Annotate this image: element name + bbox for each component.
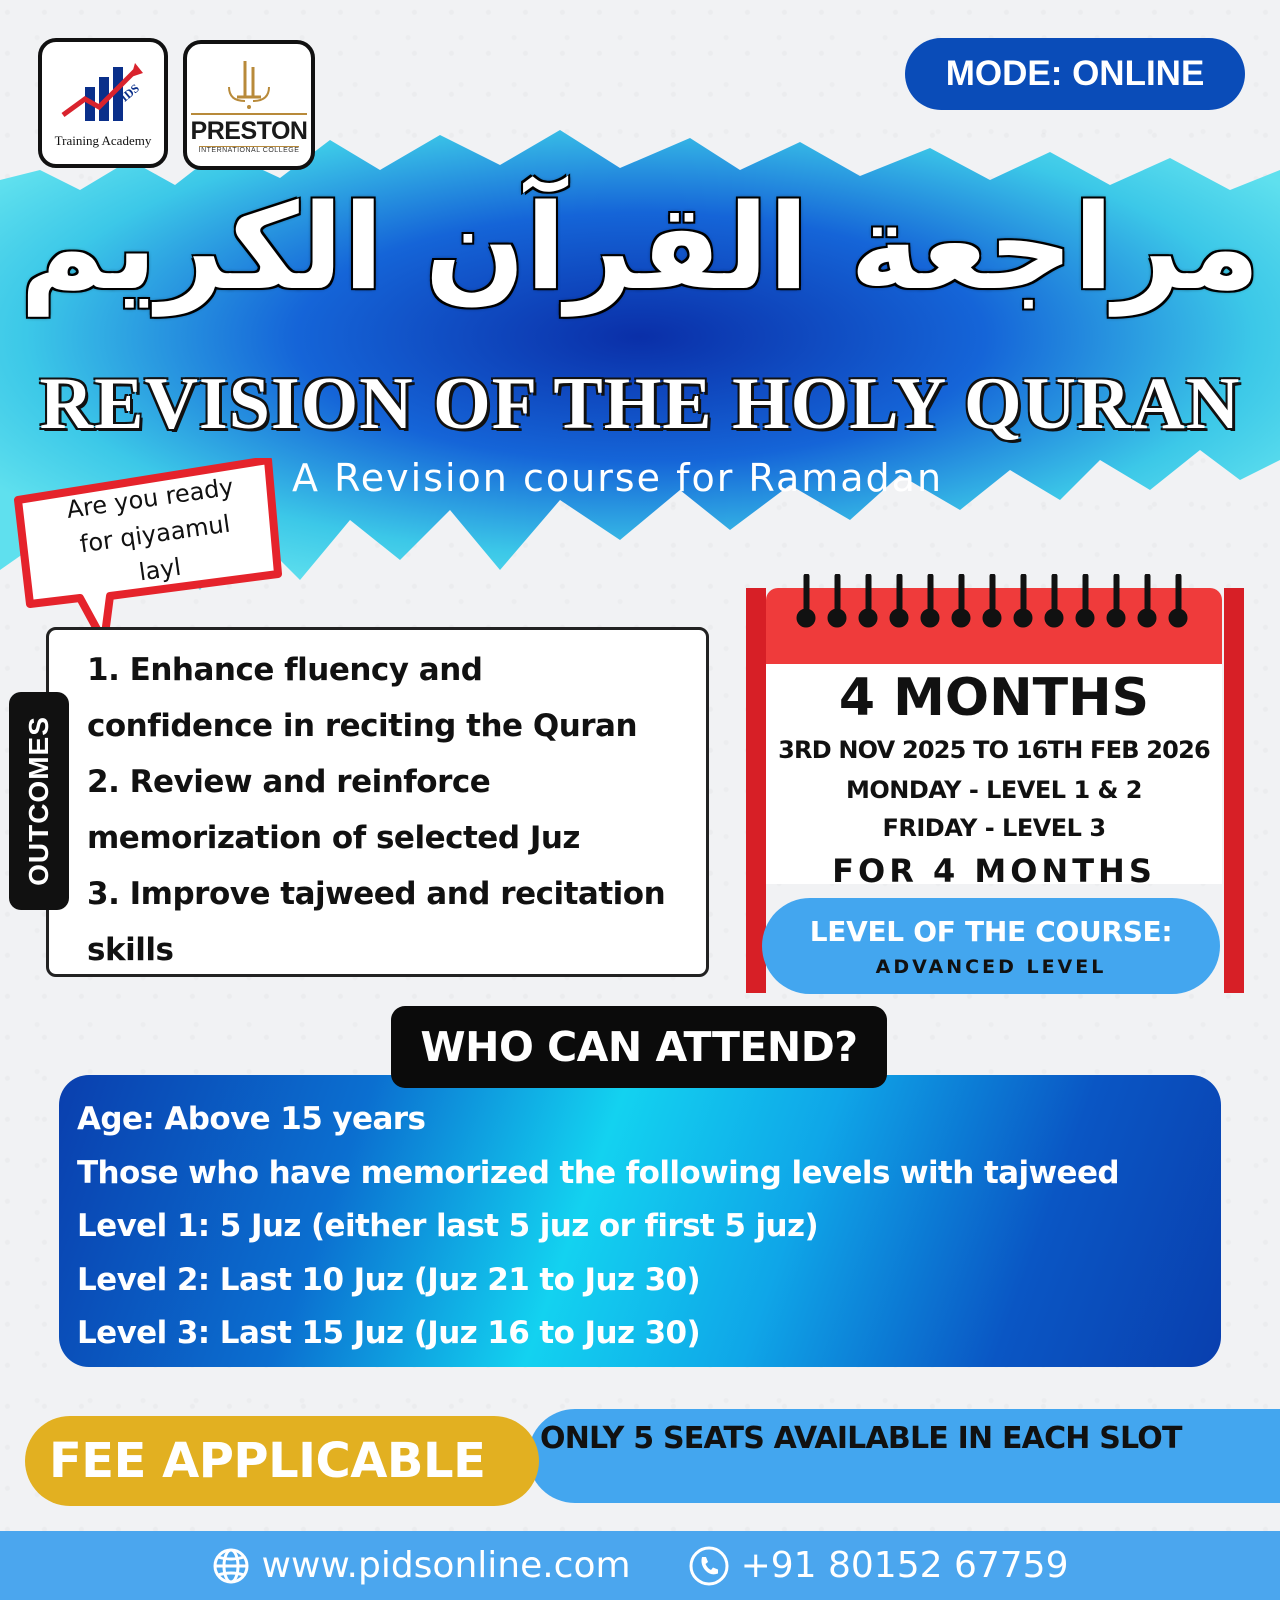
calendar-rings-icon (796, 574, 1192, 630)
website-link[interactable]: www.pidsonline.com (261, 1545, 631, 1586)
pids-logo-mark: PIDS (111, 80, 142, 110)
eligibility-line: Age: Above 15 years (77, 1101, 426, 1137)
course-level-title: LEVEL OF THE COURSE: (809, 914, 1173, 948)
page-title: REVISION OF THE HOLY QURAN (39, 363, 1241, 445)
outcome-line: 1. Enhance fluency and (87, 652, 483, 688)
footer (0, 1531, 1280, 1600)
eligibility-title: WHO CAN ATTEND? (391, 1006, 887, 1088)
eligibility-line: Level 1: 5 Juz (either last 5 juz or first 5 juz) (77, 1208, 819, 1244)
outcome-line: skills (87, 932, 174, 968)
preston-logo-name: PRESTON (191, 113, 308, 146)
callout-line: Are you ready (64, 472, 236, 524)
preston-emblem-icon (209, 57, 289, 113)
phone-number[interactable]: +91 80152 67759 (740, 1545, 1069, 1586)
outcomes-label: OUTCOMES (23, 716, 54, 886)
phone-icon (689, 1546, 729, 1586)
course-duration-heading: 4 MONTHS (838, 668, 1150, 728)
seats-badge (528, 1409, 1280, 1503)
eligibility-box (59, 1075, 1221, 1367)
pids-logo-caption: Training Academy (54, 133, 152, 148)
bar-chart-icon (55, 57, 151, 129)
preston-logo-subtitle: INTERNATIONAL COLLEGE (198, 146, 300, 154)
footer-website[interactable] (212, 1545, 631, 1586)
footer-phone[interactable] (689, 1545, 1069, 1586)
course-dates: 3RD NOV 2025 TO 16TH FEB 2026 (778, 736, 1210, 764)
seats-text: ONLY 5 SEATS AVAILABLE IN EACH SLOT (540, 1420, 1182, 1456)
eligibility-line: Those who have memorized the following levels with tajweed (77, 1154, 1119, 1191)
outcomes-tab (9, 692, 69, 910)
outcome-line: 2. Review and reinforce (87, 764, 491, 800)
fee-badge (25, 1416, 539, 1506)
page-subtitle: A Revision course for Ramadan (292, 456, 944, 500)
pids-logo (38, 38, 168, 168)
preston-logo (183, 40, 315, 170)
mode-badge: MODE: ONLINE (905, 38, 1245, 110)
fee-text: FEE APPLICABLE (49, 1433, 486, 1489)
course-duration: FOR 4 MONTHS (832, 852, 1156, 890)
outcome-line: confidence in reciting the Quran (87, 708, 638, 744)
outcomes-box (46, 627, 709, 977)
course-level-value: ADVANCED LEVEL (875, 955, 1107, 978)
eligibility-line: Level 3: Last 15 Juz (Juz 16 to Juz 30) (77, 1315, 701, 1351)
course-level-badge (762, 898, 1220, 994)
callout-line: for qiyaamul (78, 509, 232, 559)
outcome-line: memorization of selected Juz (87, 820, 580, 856)
schedule-monday: MONDAY - LEVEL 1 & 2 (846, 776, 1142, 804)
arabic-title: مراجعة القرآن الكريم (19, 178, 1261, 316)
globe-icon (212, 1547, 250, 1585)
callout-line: layl (137, 552, 183, 587)
eligibility-line: Level 2: Last 10 Juz (Juz 21 to Juz 30) (77, 1261, 701, 1298)
outcome-line: 3. Improve tajweed and recitation (87, 876, 666, 912)
schedule-friday: FRIDAY - LEVEL 3 (882, 814, 1106, 842)
